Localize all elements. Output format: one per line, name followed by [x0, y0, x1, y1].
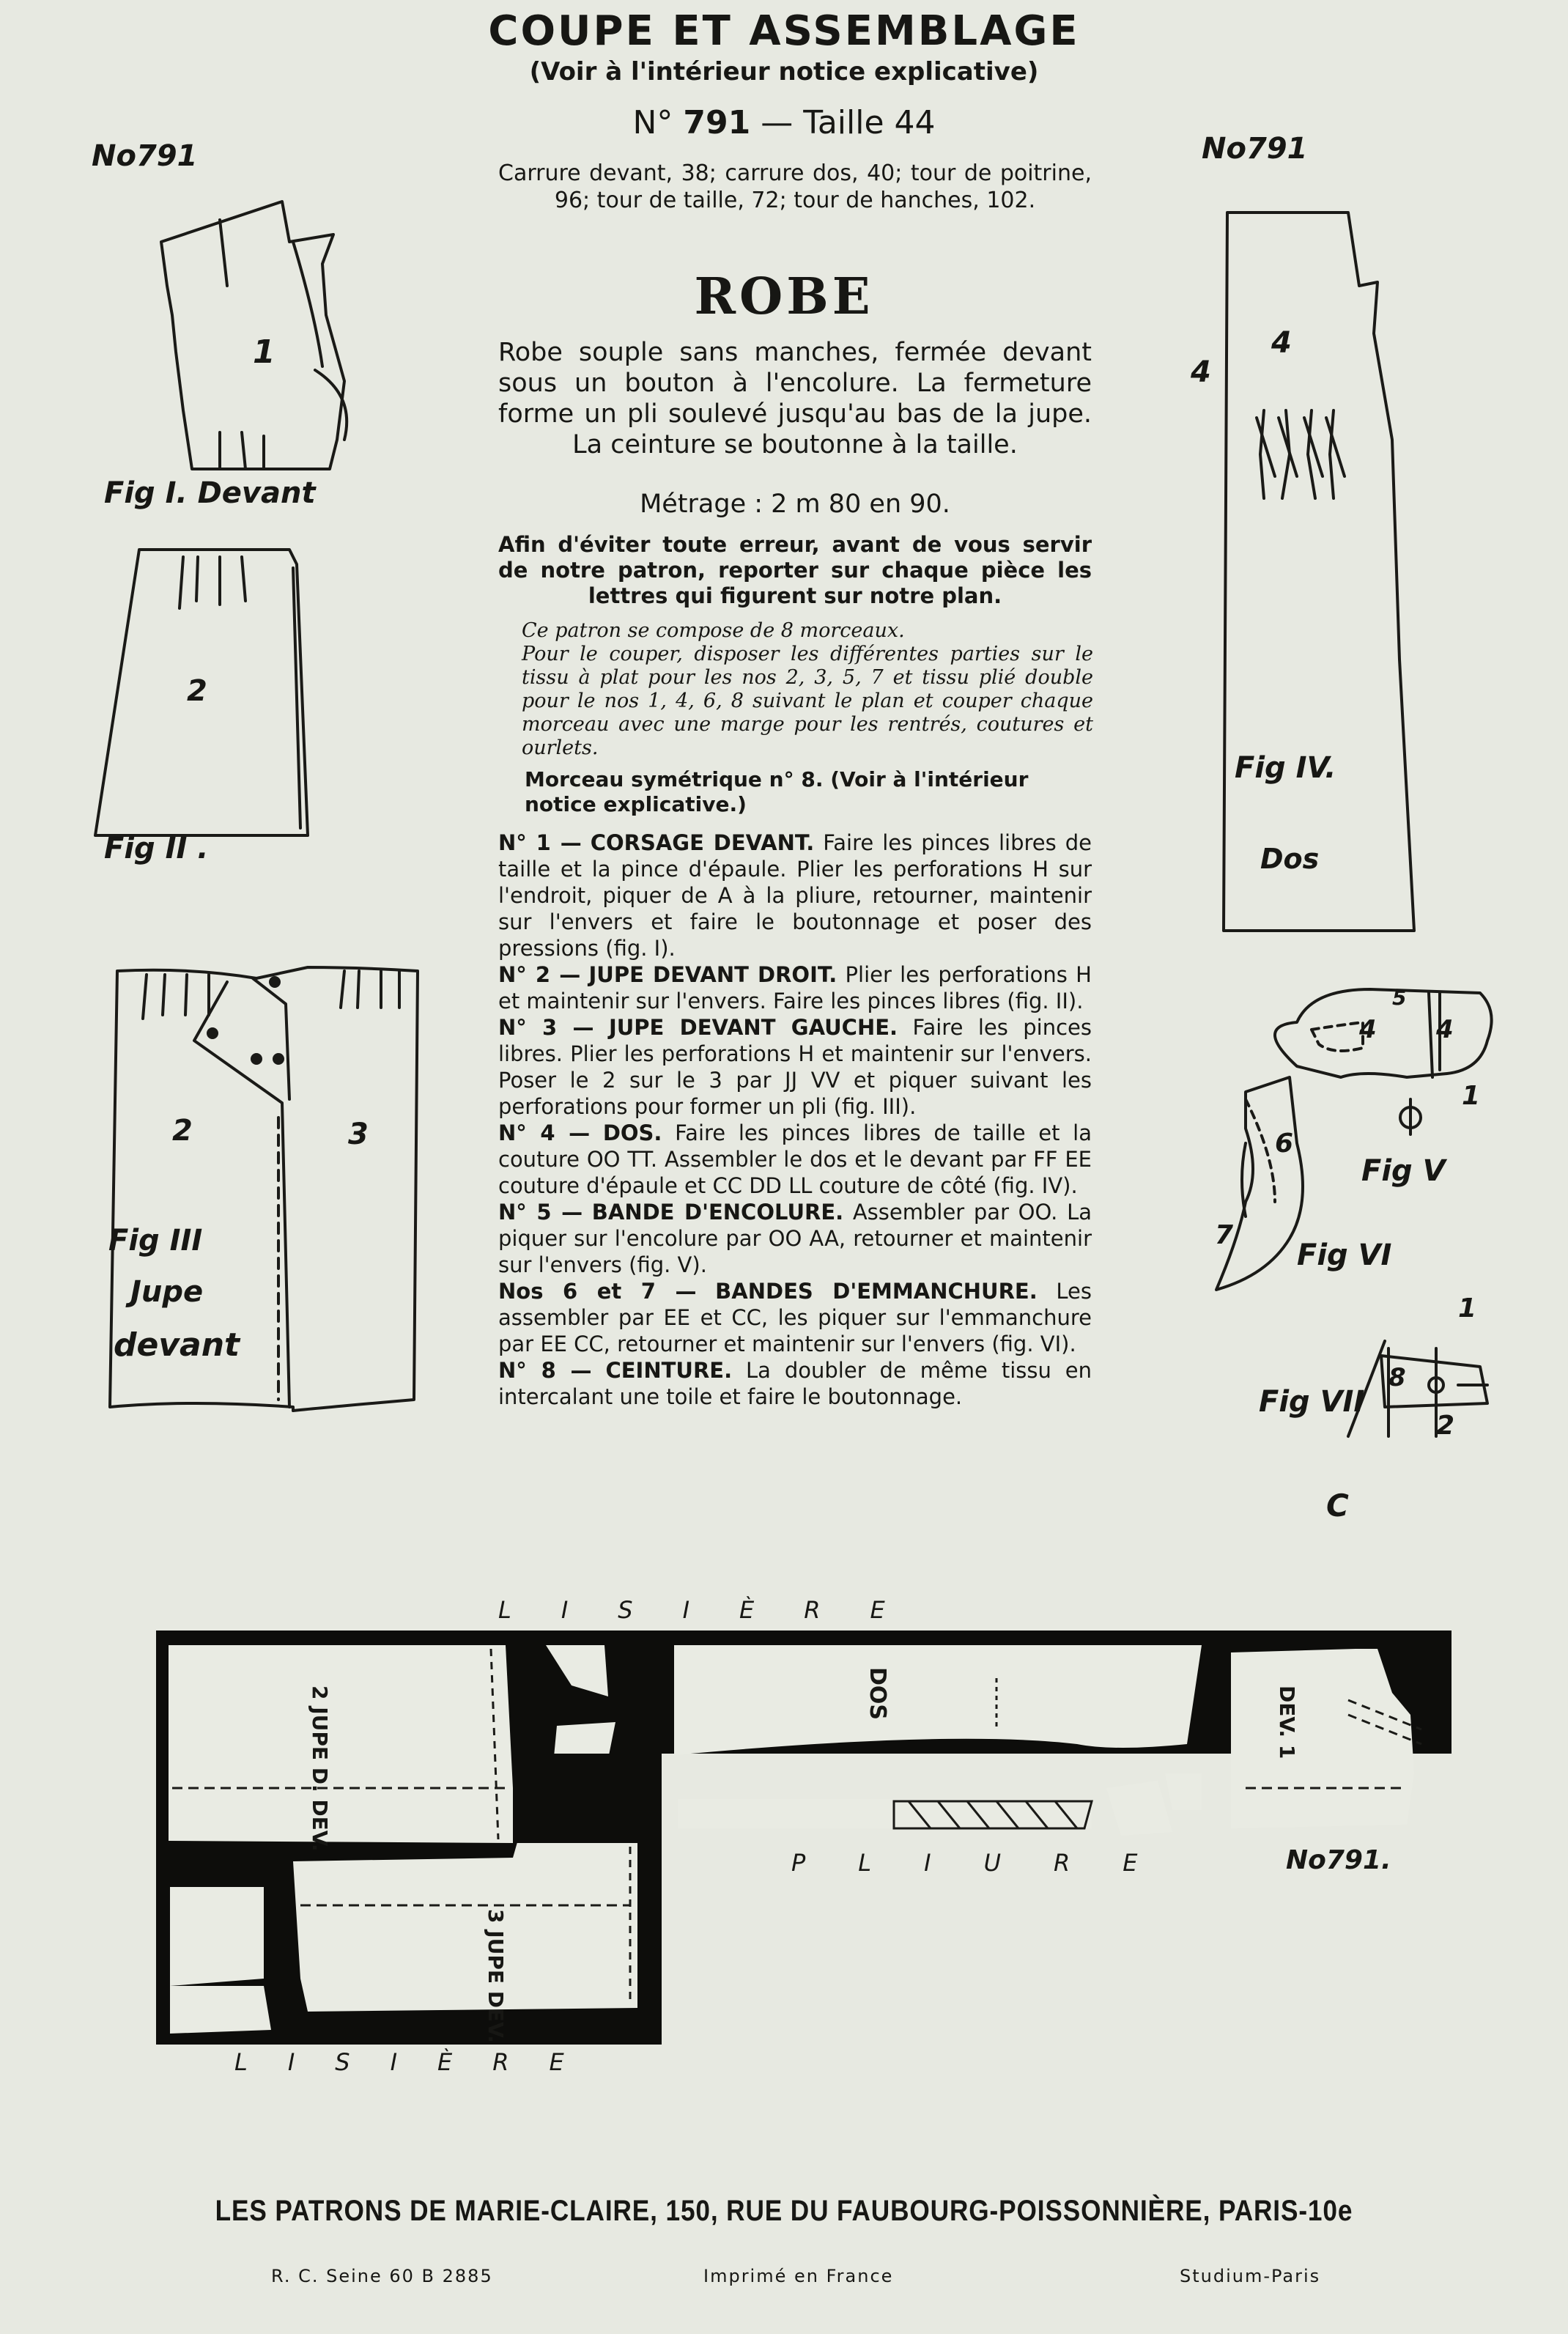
- fig3-label-devant: devant: [114, 1326, 240, 1364]
- fig4-label: Fig IV.: [1235, 751, 1336, 785]
- intro-line-1: Ce patron se compose de 8 morceaux.: [522, 619, 905, 642]
- symmetric-note: Morceau symétrique n° 8. (Voir à l'intérieur notice explicative.): [525, 767, 1029, 816]
- plan-number: No791.: [1286, 1845, 1391, 1875]
- fig6-piece-7: 7: [1215, 1220, 1234, 1250]
- fig1-piece-number: 1: [253, 333, 275, 371]
- figure-number-right: No791: [1202, 132, 1308, 166]
- fig7-label: Fig VII: [1259, 1385, 1365, 1419]
- instructions-list: [498, 830, 1092, 1410]
- pattern-size: — Taille 44: [761, 104, 936, 141]
- fig3-label: Fig III: [108, 1224, 203, 1258]
- fig4-side-number: 4: [1191, 355, 1211, 389]
- plan-piece-4-label: DOS: [865, 1667, 890, 1721]
- footer-studio: Studium-Paris: [1180, 2266, 1321, 2286]
- fig3-piece-2: 2: [172, 1114, 193, 1148]
- page-subtitle: (Voir à l'intérieur notice explicative): [529, 57, 1039, 86]
- intro-note: [522, 619, 1093, 760]
- garment-description: Robe souple sans manches, fermée devant sous un bouton à l'encolure. La fermeture forme un pli soulevé jusqu'au bas de la jupe. La ceinture se boutonne à la taille.: [498, 338, 1092, 459]
- fig5-label: Fig V: [1361, 1154, 1446, 1188]
- plan-piece-2-label: 2 JUPE D. DEV.: [308, 1685, 332, 1852]
- plan-piece-4: [674, 1645, 1202, 1755]
- fig3-piece-3: 3: [348, 1118, 369, 1151]
- warning-note: Afin d'éviter toute erreur, avant de vous servir de notre patron, reporter sur chaque pièce les lettres qui figurent sur notre plan.: [498, 532, 1092, 608]
- fig7-piece-2: 2: [1436, 1411, 1455, 1441]
- fig5-piece-5: 5: [1392, 986, 1407, 1010]
- publisher-footer: LES PATRONS DE MARIE-CLAIRE, 150, RUE DU FAUBOURG-POISSONNIÈRE, PARIS-10e: [215, 2195, 1353, 2227]
- fig4-piece-number: 4: [1271, 326, 1292, 360]
- figure-number-left: No791: [92, 139, 198, 173]
- plan-piece-1-label: DEV. 1: [1275, 1685, 1299, 1759]
- footer-printed: Imprimé en France: [703, 2266, 894, 2286]
- intro-line-2: Pour le couper, disposer les différentes parties sur le tissu à plat pour les nos 2, 3, 5, 7 et tissu plié double pour le nos 1, 4, 6, 8 suivant le plan et couper chaque morceau avec une marge pour les rentrés, coutures et ourlets.: [522, 643, 1093, 759]
- page-title: COUPE ET ASSEMBLAGE: [488, 7, 1080, 55]
- number-prefix: N°: [632, 104, 673, 141]
- instruction-6: Nos 6 et 7 — BANDES D'EMMANCHURE. Les assembler par EE et CC, les piquer sur l'emmanchure par EE CC, retourner et maintenir sur l'envers (fig. VI).: [498, 1279, 1092, 1356]
- fig3-label-jupe: Jupe: [130, 1275, 204, 1309]
- footer-rc: R. C. Seine 60 B 2885: [271, 2266, 493, 2286]
- instruction-2: N° 2 — JUPE DEVANT DROIT. Plier les perforations H et maintenir sur l'envers. Faire les pinces libres (fig. II).: [498, 962, 1092, 1013]
- garment-title: ROBE: [694, 267, 874, 326]
- fig2-piece-number: 2: [187, 674, 207, 708]
- fig5-piece-4: 4: [1359, 1015, 1377, 1044]
- fig7-piece-8: 8: [1388, 1363, 1406, 1392]
- fig6-armhole-sketch: [1216, 1077, 1303, 1290]
- fig5-piece-4b: 4: [1436, 1015, 1454, 1044]
- pattern-number: 791: [683, 104, 751, 141]
- instruction-4: N° 4 — DOS. Faire les pinces libres de taille et la couture OO TT. Assembler le dos et le devant par FF EE couture d'épaule et CC DD LL couture de côté (fig. IV).: [498, 1120, 1092, 1198]
- plan-lisiere-top: LISIÈRE: [498, 1596, 935, 1624]
- fig6-label: Fig VI: [1297, 1238, 1392, 1272]
- fig2-label: Fig II .: [104, 832, 209, 865]
- cutting-plan: [156, 1631, 1451, 2045]
- fig7-piece-1: 1: [1458, 1293, 1477, 1323]
- fig1-label: Fig I. Devant: [104, 476, 316, 510]
- fig5-piece-1: 1: [1462, 1081, 1481, 1111]
- instruction-1: N° 1 — CORSAGE DEVANT. Faire les pinces libres de taille et la pince d'épaule. Plier les perforations H sur l'endroit, piquer de A à la pliure, retourner, maintenir sur l'envers et faire le boutonnage et poser des pressions (fig. I).: [498, 830, 1092, 961]
- plan-piece-2: [169, 1645, 513, 1843]
- metrage: Métrage : 2 m 80 en 90.: [640, 490, 950, 519]
- instruction-5: N° 5 — BANDE D'ENCOLURE. Assembler par OO. La piquer sur l'encolure par OO AA, retourner et maintenir sur l'envers (fig. V).: [498, 1200, 1092, 1277]
- plan-lisiere-bottom: LISIÈRE: [234, 2048, 604, 2076]
- measures: Carrure devant, 38; carrure dos, 40; tour de poitrine, 96; tour de taille, 72; tour de hanches, 102.: [498, 160, 1092, 213]
- fig5-collar-sketch: [1275, 989, 1492, 1077]
- fig4-label-dos: Dos: [1260, 843, 1320, 875]
- fig6-piece-6: 6: [1275, 1129, 1294, 1159]
- instruction-3: N° 3 — JUPE DEVANT GAUCHE. Faire les pinces libres. Plier les perforations H et maintenir sur l'envers. Poser le 2 sur le 3 par JJ VV et piquer suivant les perforations pour former un pli (fig. III).: [498, 1015, 1092, 1119]
- figure-letter-c: C: [1326, 1488, 1349, 1524]
- instruction-7: N° 8 — CEINTURE. La doubler de même tissu en intercalant une toile et faire le boutonnage.: [498, 1358, 1092, 1409]
- plan-pliure: PLIURE: [791, 1849, 1191, 1877]
- plan-piece-3-label: 3 JUPE DEV.: [484, 1909, 508, 2043]
- pattern-number-line: [410, 104, 1158, 141]
- fig4-back-sketch: [1224, 213, 1414, 931]
